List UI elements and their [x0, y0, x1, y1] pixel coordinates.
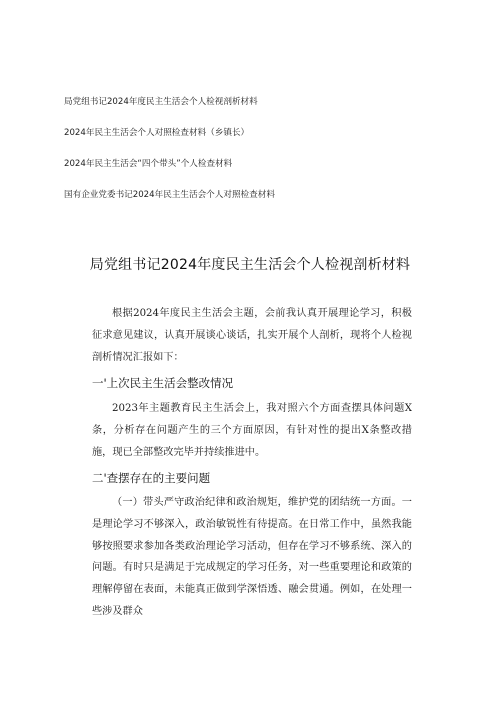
- intro-paragraph: 根据2024年度民主生活会主题，会前我认真开展理论学习，积极征求意见建议，认真开展谈心谈话，扎实开展个人剖析，现将个人检视剖析情况汇报如下：: [92, 308, 412, 363]
- section-2-paragraph: （一）带头严守政治纪律和政治规矩，维护党的团结统一方面。一是理论学习不够深入，政治敏锐性有待提高。在日常工作中，虽然我能够按照要求参加各类政治理论学习活动，但存在学习不够系统、深入的问题。有时只是满足于完成规定的学习任务，对一些重要理论和政策的理解停留在表面，未能真正做到学深悟透、融会贯通。例如，在处理一些涉及群众: [92, 497, 412, 617]
- toc-item-2[interactable]: 2024年民主生活会个人对照检查材料（乡镇长）: [64, 128, 250, 138]
- toc-item-1[interactable]: 局党组书记2024年度民主生活会个人检视剖析材料: [64, 97, 258, 107]
- section-1-heading: 一'上次民主生活会整改情况: [92, 376, 234, 390]
- table-of-contents: [64, 96, 464, 201]
- toc-item-3[interactable]: 2024年民主生活会“四个带头”个人检查材料: [64, 159, 233, 169]
- section-1-paragraph: 2023年主题教育民主生活会上，我对照六个方面查摆具体问题X条，分析存在问题产生的三个方面原因，有针对性的提出X条整改措施，现已全部整改完毕并持续推进中。: [92, 403, 412, 458]
- section-2-heading: 二'查摆存在的主要问题: [92, 471, 211, 485]
- document-title: 局党组书记2024年度民主生活会个人检视剖析材料: [89, 257, 411, 273]
- toc-item-4[interactable]: 国有企业党委书记2024年民主生活会个人对照检查材料: [64, 190, 275, 200]
